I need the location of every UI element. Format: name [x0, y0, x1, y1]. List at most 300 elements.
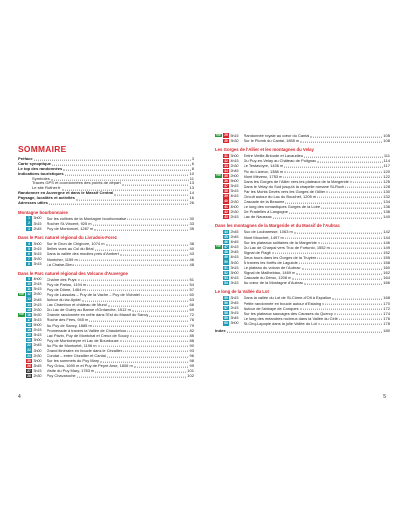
route-page: 98: [189, 358, 194, 364]
route-title: Puy Griou, 1690 m et Puy de Peyre Arse, 1806 m: [46, 363, 133, 369]
route-page: 88: [189, 337, 194, 343]
route-number: 20: [27, 333, 31, 338]
section-heading: Dans le Parc naturel régional des Volcans d'Auvergne: [18, 270, 128, 276]
route-title: Signal de Mailhebiau, 1469 m: [243, 270, 296, 276]
toc-general: [18, 157, 194, 206]
dot-leader: [300, 136, 382, 142]
route-number: 18: [27, 322, 31, 327]
route-page: 114: [383, 158, 390, 164]
toc-page: 14: [189, 191, 194, 196]
route-number: 8: [26, 262, 32, 266]
route-number: 14: [27, 302, 31, 307]
route-title: Deux tours dans les Gorges de la Truyère: [243, 254, 317, 260]
hike-entry[interactable]: [18, 226, 194, 231]
section-heading: Le long de la Vallée du Lot: [215, 289, 269, 295]
route-duration: 3h00: [230, 153, 239, 158]
route-title: Le long des romantiques Gorges de la Loire: [243, 204, 321, 210]
route-duration: 2h30: [230, 199, 239, 204]
route-title: Puy de Montcineyre et Lac de Bourdouze: [46, 337, 119, 343]
route-page: 120: [383, 168, 390, 174]
route-page: 152: [383, 249, 390, 255]
route-title: Randonnée royale au cœur du Cantal: [243, 133, 310, 139]
section-heading: Les Gorges de l'Allier et les montagnes du Velay: [215, 147, 314, 153]
route-duration: 2h15: [230, 214, 239, 219]
route-title: Dans la vallée du Lot de St-Côme-d'Olt à Espalion: [243, 295, 332, 301]
route-page: 82: [189, 327, 194, 333]
route-page: 102: [187, 373, 194, 379]
route-page: 178: [383, 320, 390, 326]
toc-label: Indications touristiques: [18, 171, 64, 176]
route-page: 138: [383, 209, 390, 215]
route-duration: 3h15: [230, 280, 239, 285]
route-page: 30: [189, 215, 194, 221]
route-title: Au Puy de Sancy, 1885 m: [46, 322, 92, 328]
route-title: Sur les plateaux solitaires de la Margeride: [243, 239, 317, 245]
route-duration: 2h15: [33, 302, 42, 307]
top-badge: TOP: [19, 312, 24, 316]
dot-leader: [34, 157, 191, 161]
route-number: 15: [27, 307, 31, 312]
dot-leader: [75, 260, 189, 266]
route-title: Le long des méandres rocheux dans la Vallée du Célé: [243, 315, 338, 321]
route-title: Mont Mouchet, 1497 m: [243, 234, 284, 240]
section-heading: Montagne bourbonnaise: [18, 209, 68, 215]
route-duration: 3h15: [230, 311, 239, 316]
route-duration: 3h45: [33, 363, 42, 368]
route-page: 117: [383, 163, 390, 169]
route-title: Du Lac de Charpal vers Truc de Fortunio, 1552 m: [243, 244, 330, 250]
route-title: Autour du lac Aydat: [46, 297, 81, 303]
toc-index-row[interactable]: [215, 329, 390, 334]
route-title: Lac Chambon et château de Murol: [46, 302, 107, 308]
route-number: 36: [224, 179, 228, 184]
route-number: 25: [27, 358, 31, 363]
route-number: 51: [224, 265, 228, 270]
route-duration: 3h15: [230, 189, 239, 194]
route-page: 105: [383, 133, 390, 139]
route-duration: 4h00: [33, 277, 42, 282]
route-duration: 4h15: [230, 255, 239, 260]
route-page: 99: [189, 363, 194, 369]
route-page: 101: [187, 368, 194, 374]
route-number: 26: [27, 363, 31, 368]
route-title: Cascade de la Beaume: [243, 199, 285, 205]
route-number: 53: [224, 275, 228, 280]
page-number-right: 5: [383, 394, 386, 400]
route-number: 35: [224, 174, 228, 179]
route-duration: 3h30: [230, 138, 239, 143]
dot-leader: [227, 329, 383, 333]
badge-slot: [18, 313, 26, 317]
route-duration: 2h45: [230, 235, 239, 240]
route-title: Par les Monts Devès vers les Gorges de l'Allier: [243, 188, 326, 194]
route-title: Puy de Pariou, 1194 m: [46, 281, 87, 287]
route-page: 140: [383, 214, 390, 220]
hike-entry[interactable]: [215, 138, 390, 143]
route-page: 46: [189, 256, 194, 262]
toc-label: Randonner en Auvergne et dans le Massif Central: [18, 191, 114, 196]
route-duration: 5h15: [230, 133, 239, 138]
badge-slot: [215, 134, 223, 138]
route-number: 28: [27, 373, 31, 378]
route-duration: 3h00: [33, 216, 42, 221]
route-title: Du Puy-en-Velay au Château de Polignac: [243, 158, 317, 164]
route-duration: 3h00: [33, 348, 42, 353]
book-spread: [6, 108, 394, 406]
route-duration: 3h15: [33, 262, 42, 267]
route-duration: 2h30: [230, 163, 239, 168]
route-page: 176: [383, 315, 390, 321]
dot-leader: [65, 172, 189, 176]
route-duration: 3h15: [33, 251, 42, 256]
section-heading: Dans le Parc naturel régional du Livradois-Forez: [18, 235, 117, 241]
route-page: 76: [189, 317, 194, 323]
route-number: 13: [27, 297, 31, 302]
route-title: Sur les sommets du Puy Mary: [46, 358, 100, 364]
route-duration: 3h15: [33, 221, 42, 226]
route-title: Pic du Lizieux, 1388 m: [243, 168, 284, 174]
route-title: Suc de Loubaresse, 1063 m: [243, 229, 293, 235]
dot-leader: [304, 279, 382, 285]
route-number: 38: [224, 189, 228, 194]
toc-page: 13: [189, 181, 194, 186]
route-number: 16: [27, 312, 31, 317]
dot-leader: [114, 191, 188, 195]
route-page: 33: [189, 221, 194, 227]
route-number: 49: [224, 255, 228, 260]
toc-row[interactable]: [18, 201, 194, 206]
hike-entry[interactable]: [215, 280, 390, 285]
route-page: 172: [383, 305, 390, 311]
hike-entry[interactable]: [18, 262, 194, 267]
route-page: 63: [189, 297, 194, 303]
route-number: 32: [224, 158, 228, 163]
route-number: 52: [224, 270, 228, 275]
route-page: 72: [189, 312, 194, 318]
dot-leader: [94, 224, 188, 230]
route-title: Le Testavoyre, 1436 m: [243, 163, 284, 169]
route-title: De Pradelles à Langogne: [243, 209, 288, 215]
page-number-left: 4: [18, 394, 21, 400]
page-title: SOMMAIRE: [18, 144, 67, 154]
route-title: Chaîne des Puys: [46, 276, 77, 282]
route-page: 142: [383, 229, 390, 235]
route-duration: 2h30: [33, 307, 42, 312]
route-duration: 4h15: [230, 245, 239, 250]
route-duration: 3h00: [33, 358, 42, 363]
route-number: 34: [224, 168, 228, 173]
top-badge: TOP: [216, 174, 221, 178]
route-title: La Chaise-Dieu: [46, 261, 74, 267]
route-page: 158: [383, 260, 390, 266]
route-page: 136: [383, 204, 390, 210]
route-duration: 3h15: [230, 295, 239, 300]
route-number: 60: [224, 321, 228, 326]
route-title: Le plateau du volcan de l'Aubrac: [243, 265, 301, 271]
dot-leader: [273, 213, 382, 219]
route-title: Belles vues au Col du Béal: [46, 246, 94, 252]
dot-leader: [52, 162, 191, 166]
route-number: 17: [27, 317, 31, 322]
route-page: 66: [189, 302, 194, 308]
route-page: 149: [383, 244, 390, 250]
route-title: Promenade à travers la Vallée de Chaudefour: [46, 327, 127, 333]
left-page: [18, 144, 194, 379]
route-number: 24: [27, 353, 31, 358]
route-duration: 3h15: [33, 333, 42, 338]
route-number: 12: [27, 292, 31, 297]
route-page: 108: [383, 138, 390, 144]
route-title: Visite du Puy Mary, 1783 m: [46, 368, 95, 374]
route-number: 21: [27, 338, 31, 343]
route-title: Rocher St-Vincent, 925 m: [46, 221, 92, 227]
route-page: 160: [383, 265, 390, 271]
route-duration: 4h15: [230, 275, 239, 280]
route-title: Sur le Grun de Chignore, 1074 m: [46, 241, 105, 247]
route-duration: 4h45: [230, 240, 239, 245]
route-page: 51: [189, 276, 194, 282]
toc-label: Préface: [18, 157, 33, 161]
route-title: Lac de Naussac: [243, 214, 272, 220]
route-duration: 2h15: [33, 246, 42, 251]
toc-continued-entries: [215, 133, 390, 143]
route-duration: 2h30: [33, 373, 42, 378]
toc-label: Paysage, localités et activités: [18, 196, 75, 201]
route-duration: 3h15: [33, 287, 42, 292]
route-title: Signal de Flagit: [243, 249, 271, 255]
toc-page: 10: [189, 171, 194, 176]
route-duration: 2h45: [230, 301, 239, 306]
index-page: 180: [383, 329, 390, 333]
toc-label: Le site Rother.fr: [32, 186, 61, 191]
right-page: [215, 133, 390, 334]
route-duration: 2h30: [230, 209, 239, 214]
route-title: Lac Pavin, Puy de Montchal et Creux de Soucy: [46, 332, 129, 338]
route-title: Circuit autour du Lac du Bouchet, 1205 m: [243, 193, 317, 199]
route-number: 3: [26, 227, 32, 231]
route-page: 122: [383, 173, 390, 179]
route-duration: 3h00: [230, 321, 239, 326]
route-duration: 4h15: [230, 194, 239, 199]
route-number: 7: [26, 257, 32, 261]
route-page: 35: [189, 226, 194, 232]
badge-slot: [215, 174, 223, 178]
route-number: 9: [26, 277, 32, 281]
route-duration: 3h15: [230, 184, 239, 189]
route-title: Grande randonnée en crête dans l'Est du Massif du Sancy: [46, 312, 149, 318]
route-duration: 3h15: [230, 265, 239, 270]
route-number: 33: [224, 163, 228, 168]
route-duration: 2h15: [33, 328, 42, 333]
route-duration: 5h00: [33, 323, 42, 328]
route-page: 85: [189, 332, 194, 338]
index-label: Index: [215, 329, 226, 333]
route-duration: 5h00: [230, 179, 239, 184]
route-title: Puy de Montoncel, 1287 m: [46, 226, 94, 232]
route-page: 57: [189, 286, 194, 292]
route-title: Dans la vallée des moulins près d'Ambert: [46, 251, 119, 257]
toc-label: Adresses utiles: [18, 201, 48, 206]
route-page: 144: [383, 234, 390, 240]
route-number: 6: [26, 252, 32, 256]
toc-sections-right: [215, 147, 390, 326]
route-title: Entre Vieille-Brioude et Lavaudieu: [243, 153, 303, 159]
route-number: 37: [224, 184, 228, 189]
route-number: 29: [224, 133, 228, 138]
toc-page: 8: [191, 166, 194, 171]
route-number: 1: [26, 216, 32, 220]
route-page: 79: [189, 322, 194, 328]
route-number: 57: [224, 306, 228, 311]
route-page: 90: [189, 342, 194, 348]
route-number: 39: [224, 194, 228, 199]
route-title: Puy de Dôme, 1464 m: [46, 286, 86, 292]
toc-page: 6: [191, 161, 194, 166]
route-title: Puy Chavaroche: [46, 373, 76, 379]
route-title: Dans le Velay du Sud jusqu'à la chapelle romane St-Roch: [243, 183, 345, 189]
route-number: 10: [27, 282, 31, 287]
route-title: Montcher, 1159 m: [46, 256, 78, 262]
route-page: 146: [383, 239, 390, 245]
route-page: 130: [383, 188, 390, 194]
route-page: 174: [383, 310, 390, 316]
badge-slot: [18, 293, 26, 297]
route-number: 41: [224, 204, 228, 209]
route-number: 45: [224, 234, 228, 239]
route-page: 170: [383, 300, 390, 306]
route-title: Sur les plateaux sauvages des Causses du Quercy: [243, 310, 333, 316]
dot-leader: [63, 167, 190, 171]
toc-sections-left: [18, 210, 194, 379]
route-number: 46: [224, 240, 228, 245]
route-number: 56: [224, 300, 228, 305]
toc-page: 13: [189, 186, 194, 191]
route-title: Dans les Gorges de l'Allier vers les plateaux de la Margeride: [243, 178, 349, 184]
route-number: 59: [224, 316, 228, 321]
route-number: 4: [26, 242, 32, 246]
route-duration: 2h00: [230, 174, 239, 179]
route-duration: 4h00: [230, 204, 239, 209]
route-page: 38: [189, 241, 194, 247]
route-number: 50: [224, 260, 228, 265]
route-number: 11: [27, 287, 31, 292]
route-duration: 2h45: [33, 226, 42, 231]
route-number: 40: [224, 199, 228, 204]
route-page: 54: [189, 281, 194, 287]
route-duration: 2h45: [230, 229, 239, 234]
top-badge: TOP: [216, 133, 221, 137]
route-page: 93: [189, 348, 194, 354]
route-title: St-Cirq-Lapopie dans la jolie Vallée du Lot: [243, 320, 317, 326]
route-title: Au cœur de la Montagne d'Aubrac: [243, 280, 304, 286]
route-number: 58: [224, 311, 228, 316]
toc-label: Carte synoptique: [18, 161, 52, 166]
top-badge: TOP: [19, 292, 24, 296]
route-page: 134: [383, 199, 390, 205]
hike-entry[interactable]: [18, 373, 194, 378]
route-page: 166: [383, 280, 390, 286]
route-number: 2: [26, 221, 32, 225]
route-number: 5: [26, 247, 32, 251]
badge-slot: [215, 245, 223, 249]
route-duration: 3h30: [33, 257, 42, 262]
toc-label: Traces GPS et coordonnées des points de départ: [32, 181, 121, 186]
route-duration: 2h15: [230, 306, 239, 311]
route-number: 22: [27, 343, 31, 348]
hike-entry[interactable]: [215, 321, 390, 326]
hike-entry[interactable]: [215, 214, 390, 219]
route-page: 43: [189, 251, 194, 257]
route-duration: 2h45: [33, 297, 42, 302]
route-duration: 2h30: [33, 353, 42, 358]
route-page: 96: [189, 353, 194, 359]
route-title: Mont Mézenc, 1753 m: [243, 173, 283, 179]
dot-leader: [76, 196, 189, 200]
route-title: Au Pic de Montcelet, 1196 m: [46, 342, 97, 348]
route-title: Du Lac de Guéry au Banne d'Ordanche, 1512 m: [46, 307, 131, 313]
dot-leader: [122, 181, 189, 185]
route-number: 31: [224, 153, 228, 158]
route-page: 48: [189, 261, 194, 267]
route-number: 48: [224, 250, 228, 255]
route-duration: 2h45: [33, 343, 42, 348]
route-number: 43: [224, 214, 228, 219]
route-page: 40: [189, 246, 194, 252]
route-number: 44: [224, 229, 228, 234]
route-duration: 5h30: [33, 312, 42, 317]
route-title: Grand itinéraire en boucle dans le Cézallier: [46, 348, 123, 354]
top-badge: TOP: [216, 245, 221, 249]
route-title: Condat – entre Cézallier et Cantal: [46, 353, 106, 359]
route-duration: 2h15: [33, 282, 42, 287]
route-number: 47: [224, 245, 228, 250]
route-title: Sur le Plomb du Cantal, 1855 m: [243, 138, 300, 144]
toc-label: Symboles: [32, 176, 50, 181]
section-heading: Dans les montagnes de la Margeride et du Massif de l'Aubrac: [215, 223, 340, 229]
route-duration: 2h30: [33, 292, 42, 297]
route-page: 155: [383, 254, 390, 260]
route-duration: 3h45: [230, 316, 239, 321]
route-page: 69: [189, 307, 194, 313]
route-title: Puy de Lassolas – Puy de la Vache – Puy de Vichatel: [46, 291, 140, 297]
dot-leader: [318, 319, 382, 325]
route-duration: 3h15: [33, 368, 42, 373]
route-duration: 2h45: [230, 250, 239, 255]
route-number: 42: [224, 209, 228, 214]
dot-leader: [62, 186, 189, 190]
toc-label: Le top des randonnées: [18, 166, 63, 171]
route-duration: 3h30: [230, 260, 239, 265]
route-number: 54: [224, 280, 228, 285]
route-duration: 2h45: [230, 169, 239, 174]
route-title: Petite randonnée en boucle autour d'Estaing: [243, 300, 322, 306]
route-number: 55: [224, 295, 228, 300]
dot-leader: [49, 201, 189, 205]
route-page: 132: [383, 193, 390, 199]
route-page: 125: [383, 178, 390, 184]
route-duration: 3h15: [33, 317, 42, 322]
route-title: Sur les collines de la Montagne bourbonnaise: [46, 215, 127, 221]
route-number: 23: [27, 348, 31, 353]
route-page: 164: [383, 275, 390, 281]
toc-page: 11: [189, 176, 194, 181]
route-page: 60: [189, 291, 194, 297]
dot-leader: [77, 372, 187, 378]
route-duration: 3h00: [33, 338, 42, 343]
toc-page: 26: [189, 201, 194, 206]
toc-page: 16: [189, 196, 194, 201]
route-title: Roche des Fées, 945 m: [46, 317, 89, 323]
